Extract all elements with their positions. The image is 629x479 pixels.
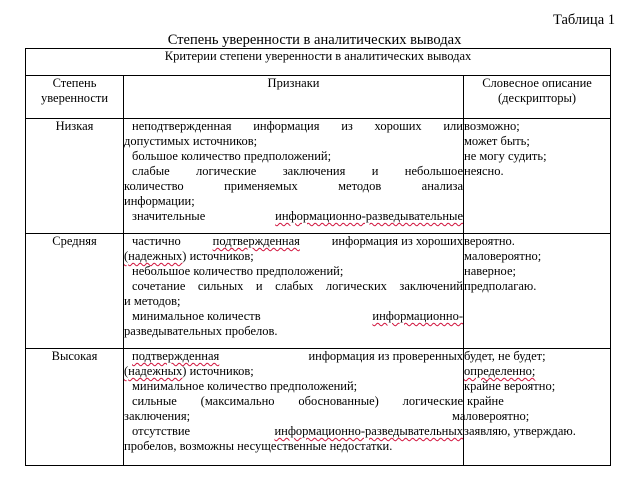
sign-line: минимальное количество предположений; — [132, 379, 358, 393]
column-header-level — [26, 76, 124, 119]
descriptor: маловероятно; — [452, 409, 530, 423]
confidence-table — [25, 48, 611, 466]
sign-line: сильные (максимально обоснованные) логические — [132, 394, 463, 408]
descriptor: заявляю, утверждаю. — [464, 424, 576, 438]
sign-line: и методов; — [124, 294, 181, 308]
sign-word-underlined: ( — [124, 249, 129, 263]
descriptor: вероятно. — [464, 234, 515, 248]
sign-line: небольшое количество предположений; — [132, 264, 344, 278]
descriptor: крайне — [467, 394, 504, 408]
table-number: Таблица 1 — [552, 12, 615, 28]
table-title: Степень уверенности в аналитических выводах — [167, 32, 462, 48]
signs-medium — [124, 234, 464, 349]
descriptor: возможно; — [464, 119, 520, 133]
sign-word-underlined: информационно-разведывательные — [275, 209, 463, 223]
sign-word-underlined: подтвержденная — [132, 349, 220, 363]
table-row — [26, 234, 611, 349]
column-header-signs: Признаки — [124, 76, 464, 119]
descriptor: может быть; — [464, 134, 530, 148]
descriptors-medium — [464, 234, 611, 349]
descriptor: предполагаю. — [464, 279, 537, 293]
column-header-level-line1: Степень — [52, 76, 97, 90]
sign-line: количество применяемых методов анализа — [124, 179, 463, 193]
sign-word: информация из хороших — [331, 234, 463, 248]
level-high: Высокая — [26, 349, 124, 466]
sign-word: минимальное количеств — [132, 309, 261, 323]
descriptor: наверное; — [464, 264, 516, 278]
column-header-desc-line1: Словесное описание — [482, 76, 592, 90]
signs-low — [124, 119, 464, 234]
sign-word: значительные — [132, 209, 206, 223]
sign-line — [124, 364, 463, 379]
level-low: Низкая — [26, 119, 124, 234]
column-header-desc-line2: (дескрипторы) — [498, 91, 577, 105]
descriptor: маловероятно; — [464, 249, 542, 263]
table-row — [26, 119, 611, 234]
sign-line — [124, 234, 463, 249]
sign-line: разведывательных пробелов. — [124, 324, 278, 338]
sign-line — [124, 349, 463, 364]
criteria-caption: Критерии степени уверенности в аналитических выводах — [26, 49, 611, 76]
descriptor — [464, 364, 610, 379]
column-header-descriptors — [464, 76, 611, 119]
sign-word: ) источников; — [182, 364, 254, 378]
sign-word-underlined: информационно- — [372, 309, 463, 323]
column-header-level-line2: уверенности — [40, 91, 109, 105]
descriptor-underlined: определенно; — [464, 364, 536, 378]
descriptor: не могу судить; — [464, 149, 547, 163]
table-row — [26, 349, 611, 466]
descriptors-low — [464, 119, 611, 234]
sign-line: допустимых источников; — [124, 134, 258, 148]
sign-word: частично — [132, 234, 181, 248]
sign-word-underlined: подтвержденная — [212, 234, 300, 248]
sign-line: пробелов, возможны несущественные недостатки. — [124, 439, 393, 453]
sign-line — [124, 309, 463, 324]
sign-word-underlined: ( — [124, 364, 129, 378]
sign-word-underlined: ) источников; — [182, 249, 254, 263]
descriptor: будет, не будет; — [464, 349, 546, 363]
sign-line: информации; — [124, 194, 195, 208]
sign-line — [124, 424, 463, 439]
sign-line: большое количество предположений; — [132, 149, 332, 163]
signs-high — [124, 349, 464, 466]
sign-word: информация из проверенных — [308, 349, 463, 363]
header-row — [26, 76, 611, 119]
sign-line — [124, 249, 463, 264]
descriptor: крайне вероятно; — [464, 379, 556, 393]
sign-word-underlined: информационно-разведывательных — [274, 424, 463, 438]
sign-line: слабые логические заключения и небольшое — [132, 164, 463, 178]
sign-line — [124, 209, 463, 224]
sign-line: неподтвержденная информация из хороших или — [132, 119, 463, 133]
sign-word-underlined: надежных — [128, 249, 183, 263]
criteria-row — [26, 49, 611, 76]
sign-word-underlined: надежных — [128, 364, 183, 378]
sign-line: сочетание сильных и слабых логических заключений — [132, 279, 463, 293]
descriptors-high — [452, 349, 611, 466]
sign-line: заключения; — [124, 409, 191, 423]
level-medium: Средняя — [26, 234, 124, 349]
descriptor: неясно. — [464, 164, 504, 178]
sign-word: отсутствие — [132, 424, 191, 438]
